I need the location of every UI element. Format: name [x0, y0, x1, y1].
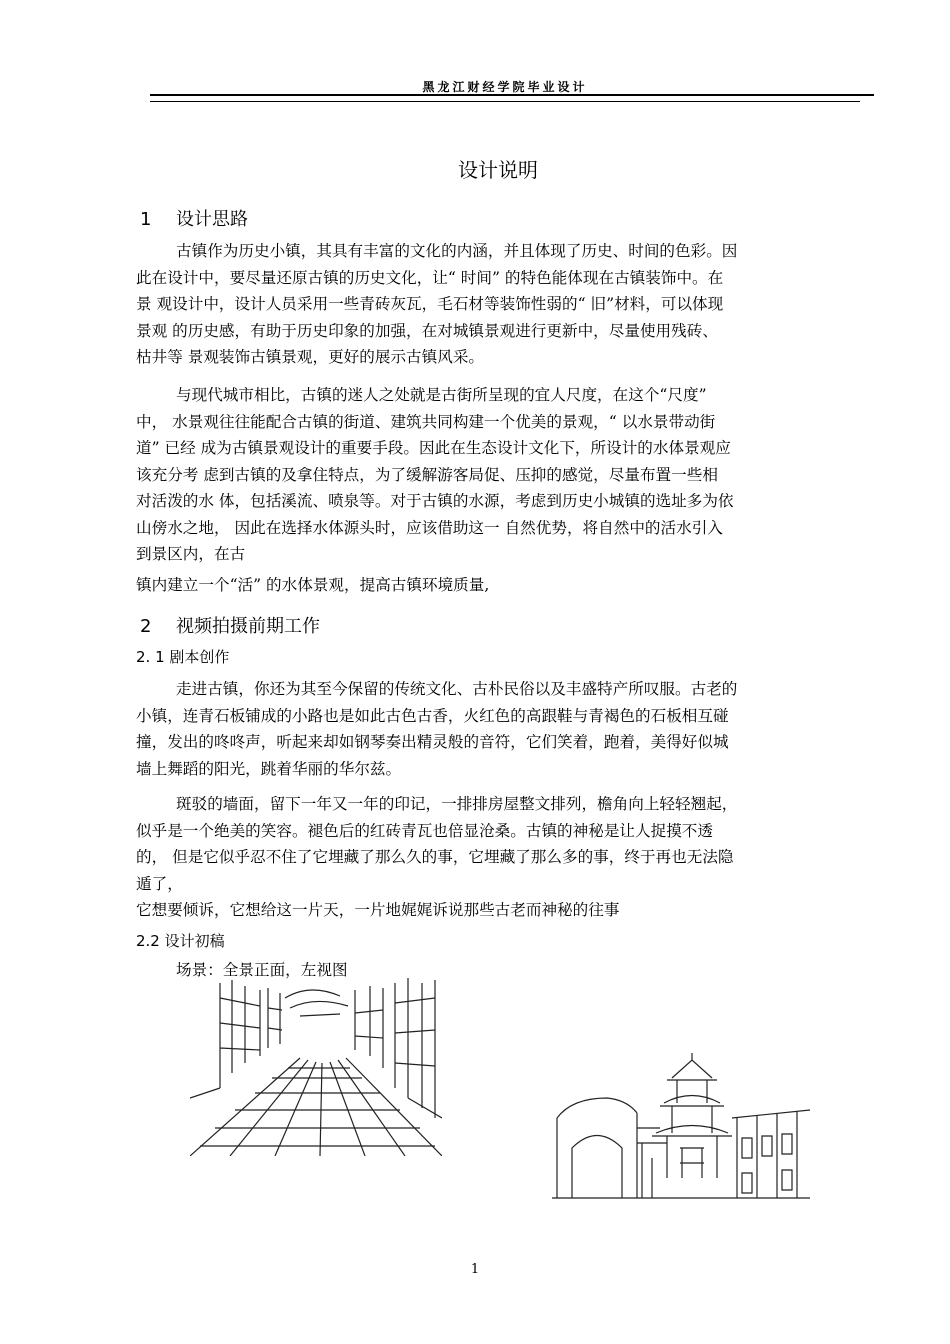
text-line: 它想要倾诉，它想给这一片天，一片地娓娓诉说那些古老而神秘的往事: [136, 901, 620, 919]
subsection-2-2-heading: 2.2 设计初稿: [136, 932, 225, 950]
text-line: 走进古镇，你还为其至今保留的传统文化、古朴民俗以及丰盛特产所叹服。古老的: [176, 680, 738, 698]
section-2-heading: [140, 612, 320, 638]
text-line: 与现代城市相比，古镇的迷人之处就是古街所呈现的宜人尺度，在这个“尺度”: [176, 386, 707, 404]
text-line: 此在设计中，要尽量还原古镇的历史文化，让“ 时间” 的特色能体现在古镇装饰中。在: [136, 268, 724, 287]
figure-caption: 场景：全景正面，左视图: [176, 961, 348, 979]
text-line: 镇内建立一个“活” 的水体景观，提高古镇环境质量,: [136, 575, 490, 594]
text-line: 山傍水之地， 因此在选择水体源头时，应该借助这一 自然优势，将自然中的活水引入: [136, 518, 723, 537]
section-1-paragraph-2: [136, 382, 861, 598]
text-line: 到景区内，在古: [136, 545, 246, 563]
text-line: 道” 已经 成为古镇景观设计的重要手段。因此在生态设计文化下，所设计的水体景观应: [136, 439, 731, 457]
text-line: 古镇作为历史小镇，其具有丰富的文化的内涵，并且体现了历史、时间的色彩。因: [176, 242, 738, 260]
text-line: 撞，发出的咚咚声，听起来却如钢琴奏出精灵般的音符，它们笑着，跑着，美得好似城: [136, 733, 729, 751]
header-rule-thick: [150, 94, 874, 96]
town-architecture-sketch-image: [552, 1048, 810, 1206]
text-line: 似乎是一个绝美的笑容。褪色后的红砖青瓦也倍显沧桑。古镇的神秘是让人捉摸不透: [136, 821, 713, 840]
document-title: 设计说明: [458, 158, 538, 182]
text-line: 对活泼的水 体，包括溪流、喷泉等。对于古镇的水源，考虑到历史小城镇的选址多为依: [136, 492, 734, 510]
text-line: 中， 水景观往往能配合古镇的街道、建筑共同构建一个优美的景观，“ 以水景带动街: [136, 412, 716, 431]
text-line: 墙上舞蹈的阳光，跳着华丽的华尔兹。: [136, 759, 402, 778]
page-number: 1: [470, 1262, 480, 1277]
subsection-2-1-paragraph-1: [136, 676, 861, 782]
section-1-number: 1: [140, 209, 152, 230]
section-1-title: 设计思路: [176, 209, 248, 230]
section-2-number: 2: [140, 616, 152, 637]
text-line: 遁了，: [136, 874, 183, 893]
text-line: 小镇，连青石板铺成的小路也是如此古色古香，火红色的高跟鞋与青褐色的石板相互碰: [136, 706, 729, 725]
text-line: 枯井等 景观装饰古镇景观，更好的展示古镇风采。: [136, 348, 485, 366]
subsection-2-1-heading: 2. 1 剧本创作: [136, 648, 230, 666]
page-header: 黑龙江财经学院毕业设计: [422, 80, 588, 94]
text-line: 该充分考 虑到古镇的及拿住特点，为了缓解游客局促、压抑的感觉，尽量布置一些相: [136, 465, 718, 484]
header-rule-thin: [150, 101, 860, 102]
text-line: 的， 但是它似乎忍不住了它埋藏了那么久的事，它埋藏了那么多的事，终于再也无法隐: [136, 848, 734, 866]
text-line: 景 观设计中，设计人员采用一些青砖灰瓦，毛石材等装饰性弱的“ 旧”材料，可以体现: [136, 295, 724, 313]
section-2-title: 视频拍摄前期工作: [176, 616, 320, 637]
text-line: 斑驳的墙面，留下一年又一年的印记，一排排房屋整文排列，檐角向上轻轻翘起，: [176, 795, 738, 813]
section-1-paragraph-1: [136, 238, 861, 371]
section-1-heading: [140, 205, 248, 231]
subsection-2-1-paragraph-2: [136, 791, 861, 924]
text-line: 景观 的历史感，有助于历史印象的加强，在对城镇景观进行更新中，尽量使用残砖、: [136, 321, 718, 340]
street-sketch-image: [190, 978, 442, 1156]
